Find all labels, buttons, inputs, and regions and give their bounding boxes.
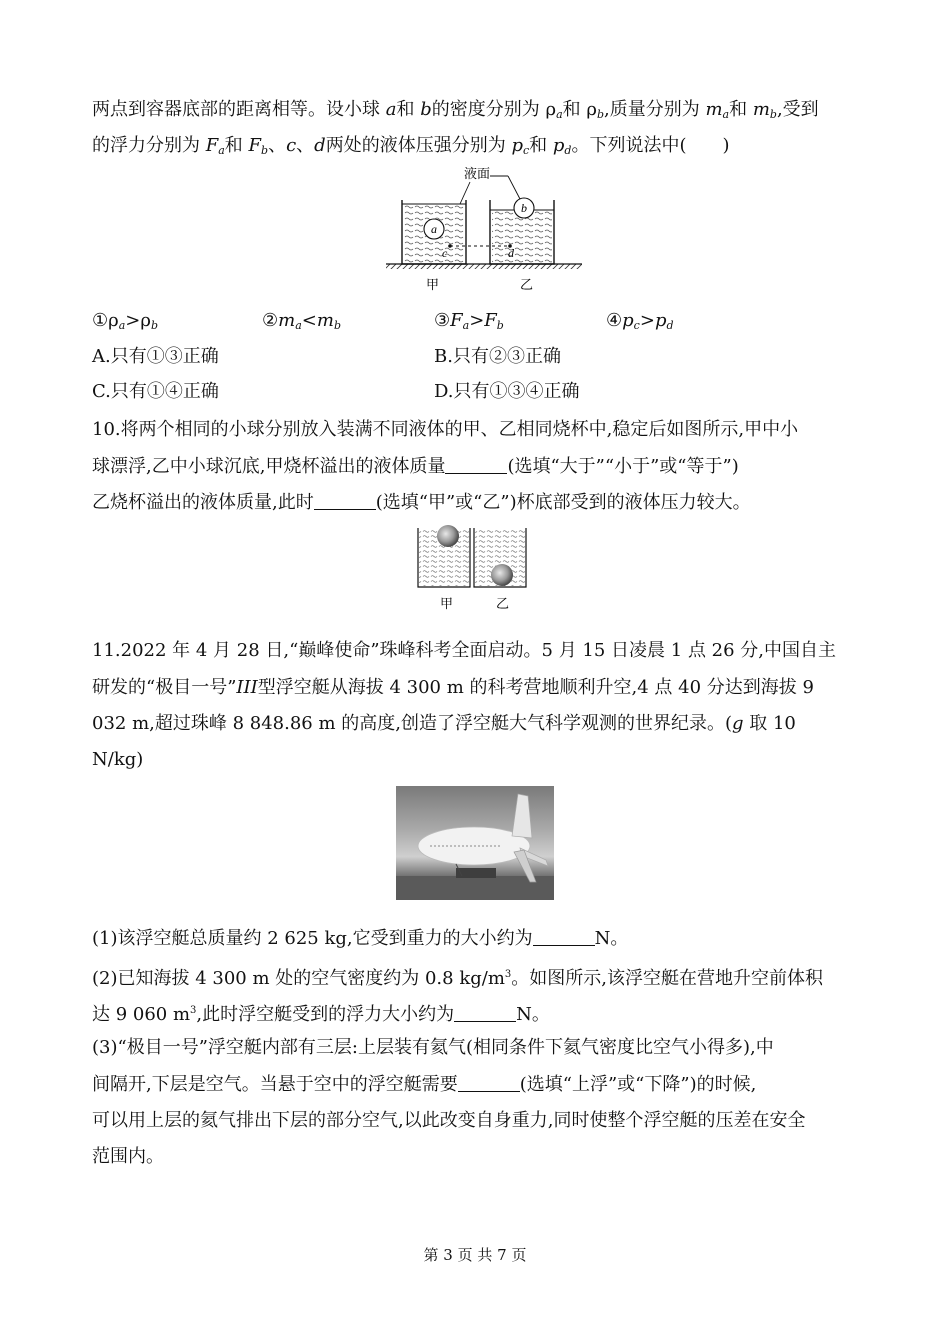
answer-blank[interactable]	[314, 491, 376, 510]
q11-line-4: N/kg)	[92, 749, 144, 770]
label-yi-2: 乙	[496, 597, 510, 612]
answer-blank[interactable]	[458, 1073, 520, 1092]
ball-sunk	[491, 564, 513, 586]
beakers-figure	[414, 524, 530, 614]
answer-blank[interactable]	[445, 455, 507, 474]
q9-line-1: 两点到容器底部的距离相等。设小球 a和 b的密度分别为 $\rho_a$和 $\rho_b$,质量分别为 $m_a$和 $m_b$,受到	[92, 99, 819, 121]
point-c-label: c	[442, 246, 448, 260]
q11-line-3: 032 m,超过珠峰 8 848.86 m 的高度,创造了浮空艇大气科学观测的世界纪录。(g 取 10	[92, 713, 796, 734]
statement-3: $③F_a>F_b$	[434, 310, 504, 332]
q11-part-3-line-1: (3)“极目一号”浮空艇内部有三层:上层装有氦气(相同条件下氦气密度比空气小得多),中	[92, 1037, 774, 1058]
statement-1: $①\rho_a>\rho_b$	[92, 310, 159, 332]
point-d-label: d	[508, 246, 514, 260]
airship-photo	[396, 786, 554, 900]
ball-b-label: b	[521, 201, 527, 215]
option-B: B.只有②③正确	[434, 346, 561, 367]
q11-part-3-line-2: 间隔开,下层是空气。当悬于空中的浮空艇需要 (选填“上浮”或“下降”)的时候,	[92, 1074, 757, 1095]
q11-part-3-line-4: 范围内。	[92, 1146, 164, 1167]
q9-line-2: 的浮力分别为 $F_a$和 $F_b$、c、d两处的液体压强分别为 $p_c$和 $p_d$。下列说法中( )	[92, 135, 730, 157]
q10-line-2: 球漂浮,乙中小球沉底,甲烧杯溢出的液体质量 (选填“大于”“小于”或“等于”)	[92, 456, 739, 477]
ball-a-label: a	[431, 222, 437, 236]
label-jia-2: 甲	[440, 597, 454, 612]
containers-figure	[384, 162, 584, 294]
page-footer: 第 3 页 共 7 页	[423, 1246, 527, 1264]
ground-hatch	[386, 264, 582, 269]
statement-4: $④p_c>p_d$	[606, 310, 674, 332]
q11-part-2-line-1: (2)已知海拔 4 300 m 处的空气密度约为 0.8 $kg/m^3$。如图所示,该浮空艇在营地升空前体积	[92, 968, 824, 989]
q11-part-2-line-2: 达 9 060 $m^3$,此时浮空艇受到的浮力大小约为 N。	[92, 1004, 550, 1025]
option-C: C.只有①④正确	[92, 381, 219, 402]
q11-line-1: 11.2022 年 4 月 28 日,“巅峰使命”珠峰科考全面启动。5 月 15 日凌晨 1 点 26 分,中国自主	[92, 640, 837, 661]
answer-blank[interactable]	[454, 1003, 516, 1022]
airship-image	[396, 786, 554, 900]
q11-part-3-line-3: 可以用上层的氦气排出下层的部分空气,以此改变自身重力,同时使整个浮空艇的压差在安全	[92, 1110, 806, 1131]
answer-blank[interactable]	[533, 927, 595, 946]
label-jia: 甲	[426, 278, 440, 293]
statement-2: $②m_a<m_b$	[262, 310, 341, 332]
q10-line-3: 乙烧杯溢出的液体质量,此时 (选填“甲”或“乙”)杯底部受到的液体压力较大。	[92, 492, 751, 513]
label-yi: 乙	[520, 278, 534, 293]
q11-part-1: (1)该浮空艇总质量约 2 625 kg,它受到重力的大小约为 N。	[92, 928, 629, 949]
option-D: D.只有①③④正确	[434, 381, 580, 402]
option-A: A.只有①③正确	[92, 346, 219, 367]
q10-line-1: 10.将两个相同的小球分别放入装满不同液体的甲、乙相同烧杯中,稳定后如图所示,甲中小	[92, 419, 799, 440]
surface-label: 液面	[464, 167, 491, 182]
ball-floating	[437, 525, 459, 547]
q11-line-2: 研发的“极目一号”III型浮空艇从海拔 4 300 m 的科考营地顺利升空,4 点 40 分达到海拔 9	[92, 677, 814, 698]
